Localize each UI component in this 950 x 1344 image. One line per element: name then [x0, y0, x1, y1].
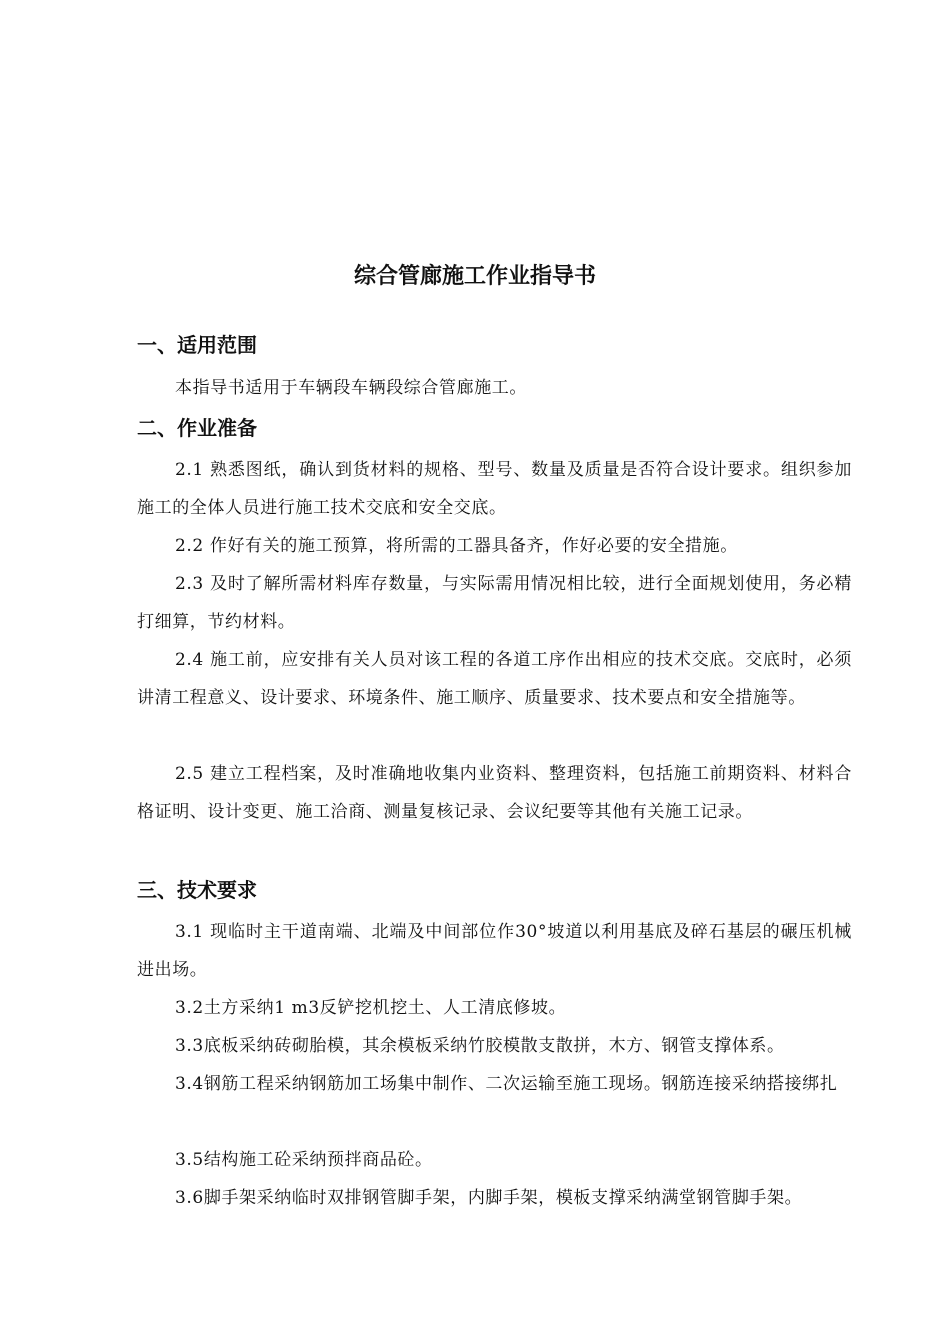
paragraph: 3.1 现临时主干道南端、北端及中间部位作30°坡道以利用基底及碎石基层的碾压机械进出场。 [137, 922, 852, 980]
paragraph: 2.3 及时了解所需材料库存数量，与实际需用情况相比较，进行全面规划使用，务必精打细算，节约材料。 [137, 574, 852, 632]
paragraph: 2.4 施工前，应安排有关人员对该工程的各道工序作出相应的技术交底。交底时，必须讲清工程意义、设计要求、环境条件、施工顺序、质量要求、技术要点和安全措施等。 [137, 650, 852, 708]
section-heading-preparation: 二、作业准备 [137, 416, 257, 440]
paragraph: 2.1 熟悉图纸，确认到货材料的规格、型号、数量及质量是否符合设计要求。组织参加施工的全体人员进行施工技术交底和安全交底。 [137, 460, 852, 518]
paragraph: 3.3底板采纳砖砌胎模，其余模板采纳竹胶模散支散拼，木方、钢管支撑体系。 [175, 1036, 785, 1056]
section-heading-scope: 一、适用范围 [137, 333, 257, 357]
document-title: 综合管廊施工作业指导书 [353, 264, 596, 289]
paragraph: 2.5 建立工程档案，及时准确地收集内业资料、整理资料，包括施工前期资料、材料合格证明、设计变更、施工洽商、测量复核记录、会议纪要等其他有关施工记录。 [137, 764, 852, 822]
paragraph: 2.2 作好有关的施工预算，将所需的工器具备齐，作好必要的安全措施。 [175, 536, 738, 556]
paragraph: 3.2土方采纳1 m3反铲挖机挖土、人工清底修坡。 [175, 998, 567, 1018]
section-heading-technical: 三、技术要求 [137, 878, 257, 902]
paragraph: 3.6脚手架采纳临时双排钢管脚手架，内脚手架，模板支撑采纳满堂钢管脚手架。 [175, 1188, 803, 1208]
paragraph: 3.4钢筋工程采纳钢筋加工场集中制作、二次运输至施工现场。钢筋连接采纳搭接绑扎 [175, 1074, 838, 1094]
paragraph: 本指导书适用于车辆段车辆段综合管廊施工。 [175, 378, 527, 398]
paragraph: 3.5结构施工砼采纳预拌商品砼。 [175, 1150, 433, 1170]
